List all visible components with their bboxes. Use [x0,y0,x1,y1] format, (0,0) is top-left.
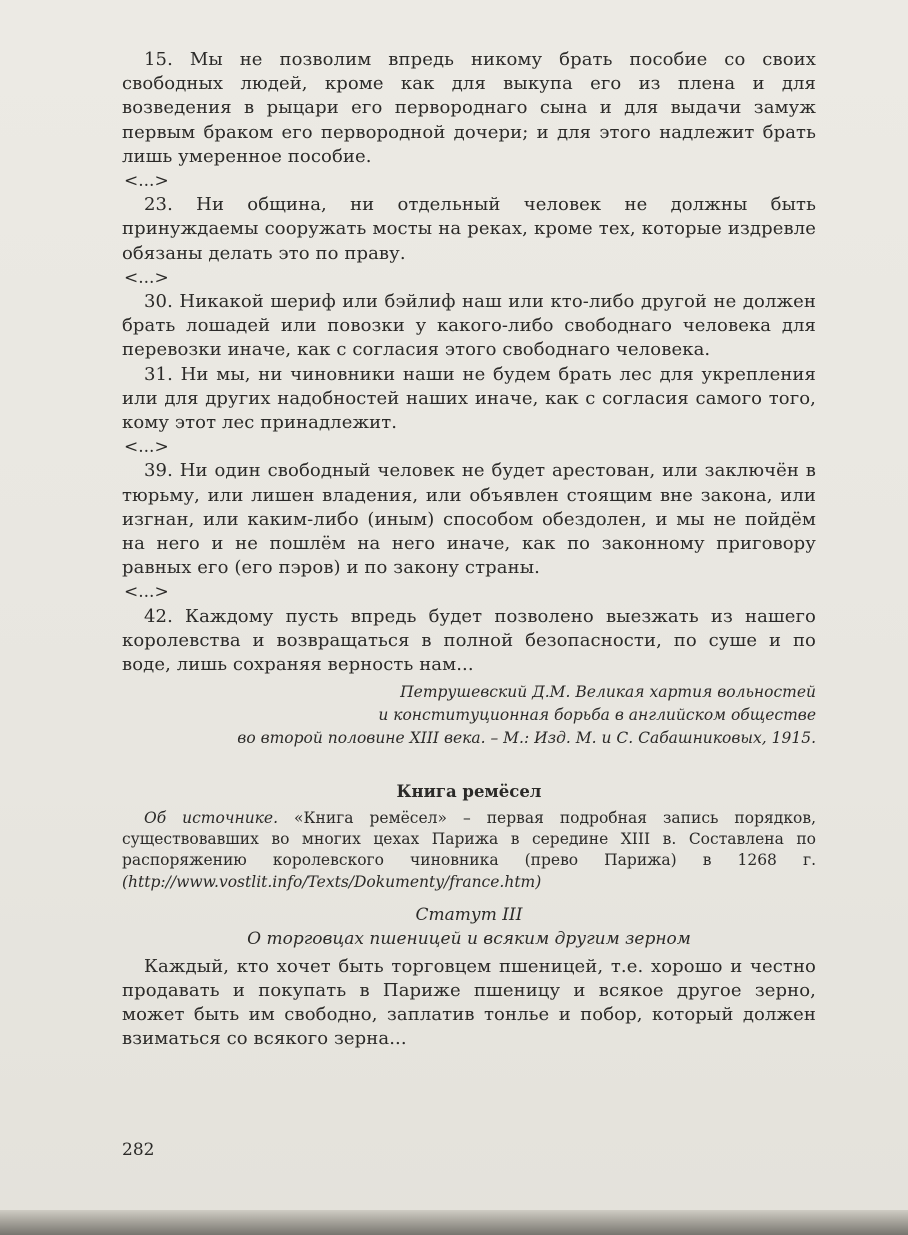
source-description-text: «Книга ремёсел» – первая подробная запись порядков, существовавших во многих цехах Парижа в середине XIII в. Составлена по распоряжению королевского чиновника (прево Парижа) в 1268 г. [122,808,816,870]
citation-line: Петрушевский Д.М. Великая хартия вольностей [400,683,816,702]
statute-subtitle: О торговцах пшеницей и всяким другим зерном [247,928,691,949]
citation-line: во второй половине XIII века. – М.: Изд. М. и С. Сабашниковых, 1915. [237,728,816,747]
source-description [122,808,816,893]
charter-article: 30. Никакой шериф или бэйлиф наш или кто-либо другой не должен брать лошадей или повозки у какого-либо свободнаго человека для перевозки иначе, как с согласия этого свободнаго человека. [122,291,816,361]
charter-article: 31. Ни мы, ни чиновники наши не будем брать лес для укрепления или для других надобностей наших иначе, как с согласия самого того, кому этот лес принадлежит. [122,363,816,434]
source-url: (http://www.vostlit.info/Texts/Dokumenty/france.htm) [122,872,542,891]
source-citation [122,681,816,749]
source-description-label: Об источнике. [144,808,279,827]
page-text-block [122,48,816,1052]
charter-article: 39. Ни один свободный человек не будет арестован, или заключён в тюрьму, или лишен владения, или объявлен стоящим вне закона, или изгнан, или каким-либо (иным) способом обездолен, и мы не пойдём на него и не пошлём на него иначе, как по законному приговору равных его (его пэров) и по закону страны. [122,460,816,579]
charter-article: 42. Каждому пусть впредь будет позволено выезжать из нашего королевства и возвращаться в полной безопасности, по суше и по воде, лишь сохраняя верность нам... [122,605,816,676]
omission-marker: <...> [124,582,169,603]
citation-line: и конституционная борьба в английском обществе [378,706,816,725]
omission-marker: <...> [124,267,169,288]
omission-marker: <...> [124,437,169,458]
omission-marker: <...> [124,171,169,192]
page-number: 282 [122,1140,155,1160]
charter-articles [122,48,816,677]
statute-title: Статут III [415,904,523,925]
section-title: Книга ремёсел [396,781,542,801]
page-bottom-edge [0,1210,908,1235]
charter-article: 23. Ни община, ни отдельный человек не должны быть принуждаемы сооружать мосты на реках, кроме тех, которые издревле обязаны делать это по праву. [122,194,816,264]
statute-text: Каждый, кто хочет быть торговцем пшеницей, т.е. хорошо и честно продавать и покупать в Париже пшеницу и всякое другое зерно, может быть им свободно, заплатив тонлье и побор, который должен взиматься со всякого зерна... [122,955,816,1050]
charter-article: 15. Мы не позволим впредь никому брать пособие со своих свободных людей, кроме как для выкупа его из плена и для возведения в рыцари его первороднаго сына и для выдачи замуж первым браком его первородной дочери; и для этого надлежит брать лишь умеренное пособие. [122,49,816,167]
